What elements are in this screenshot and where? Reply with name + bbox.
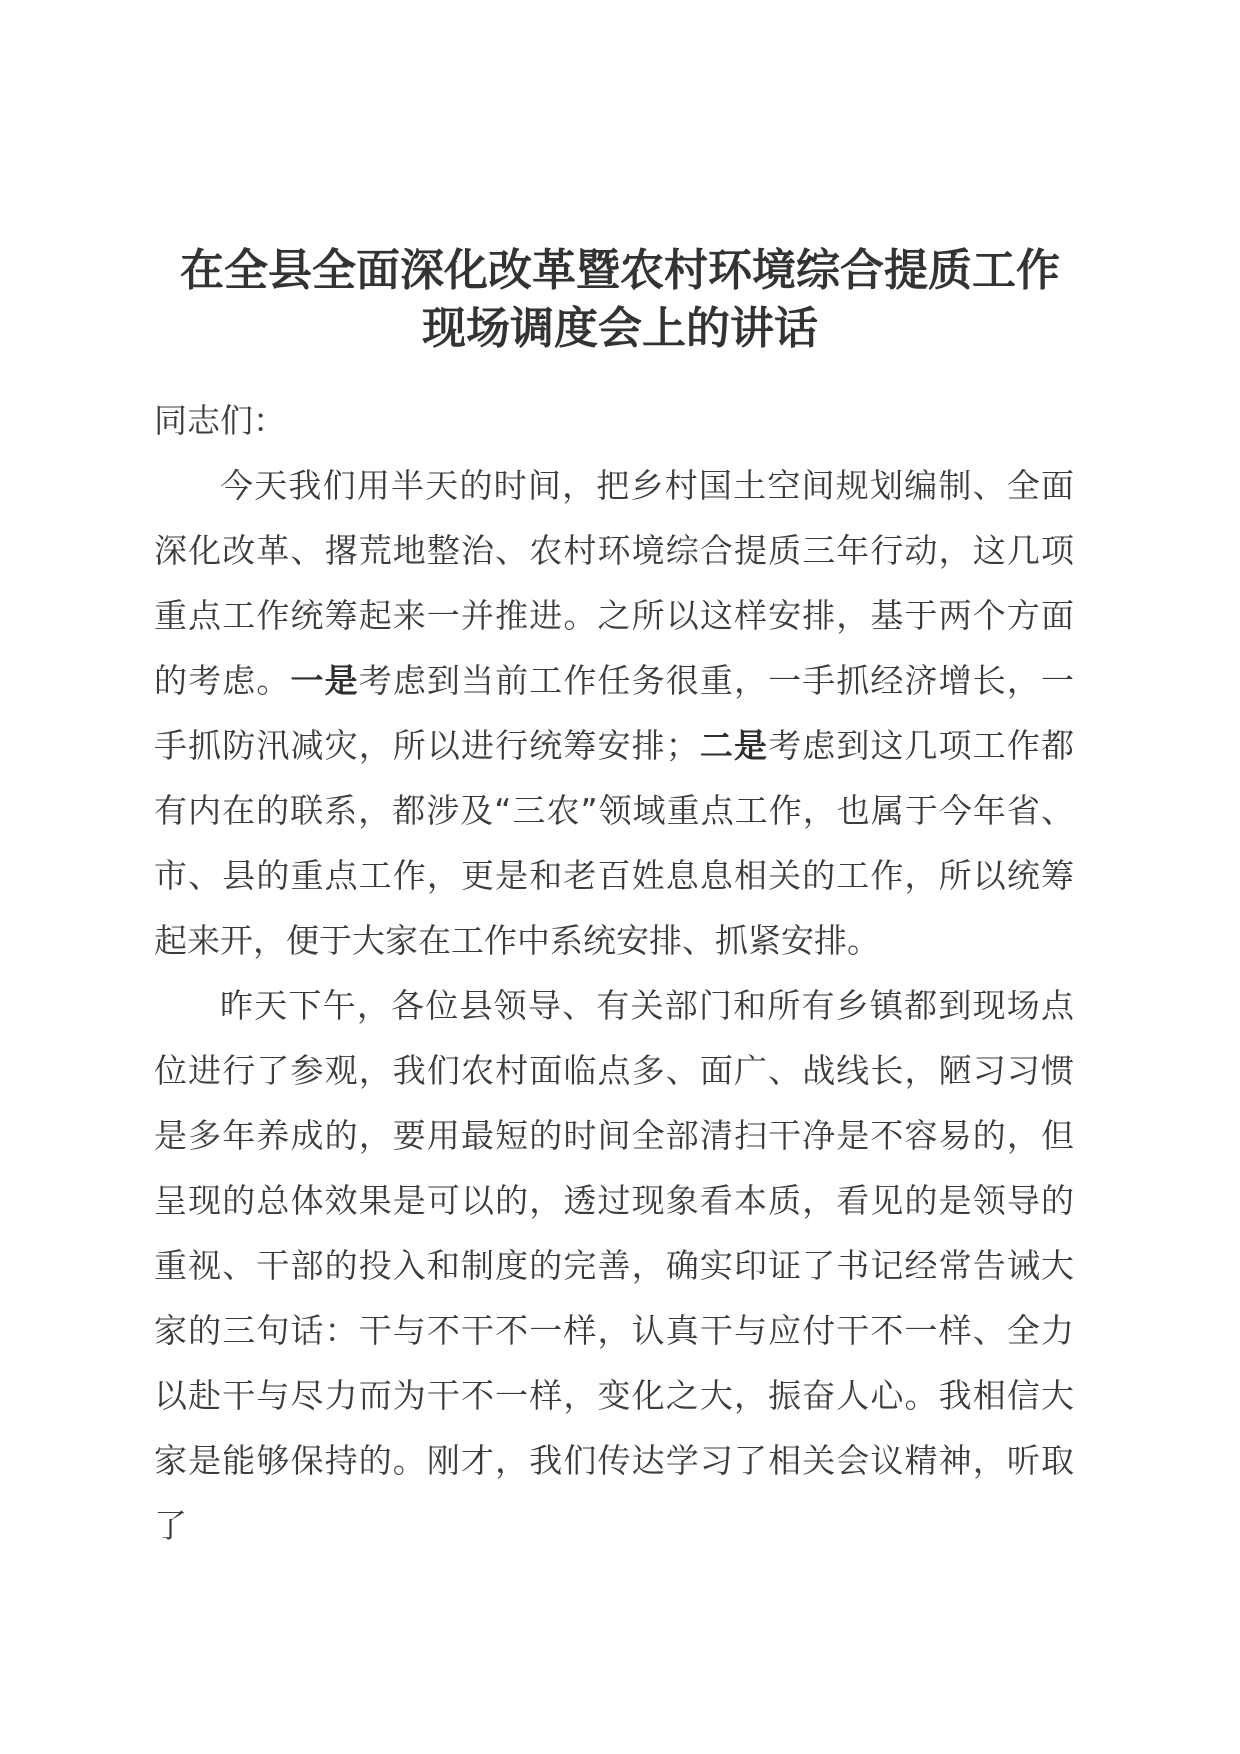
paragraph-2: 昨天下午，各位县领导、有关部门和所有乡镇都到现场点位进行了参观，我们农村面临点多、面广、战线长，陋习习惯是多年养成的，要用最短的时间全部清扫干净是不容易的，但呈现的总体效果是可以的，透过现象看本质，看见的是领导的重视、干部的投入和制度的完善，确实印证了书记经常告诫大家的三句话：干与不干不一样，认真干与应付干不一样、全力以赴干与尽力而为干不一样，变化之大，振奋人心。我相信大家是能够保持的。刚才，我们传达学习了相关会议精神，听取了: [154, 986, 1074, 1545]
document-title: [150, 242, 1090, 358]
salutation: 同志们：: [154, 401, 286, 440]
paragraph-1-text-b: 考虑到当前工作任务很重，一手抓经济增长，一手抓防汛减灾，所以进行统筹安排；: [154, 661, 1075, 765]
paragraph-1-text-a: 今天我们用半天的时间，把乡村国土空间规划编制、全面深化改革、撂荒地整治、农村环境综合提质三年行动，这几项重点工作统筹起来一并推进。之所以这样安排，基于两个方面的考虑。: [154, 466, 1074, 700]
title-line-1: 在全县全面深化改革暨农村环境综合提质工作: [180, 245, 1060, 296]
emphasis-first: 一是: [290, 661, 359, 700]
paragraph-1: [154, 453, 1074, 973]
emphasis-second: 二是: [698, 726, 769, 765]
paragraph-1-text-c: 考虑到这几项工作都有内在的联系，都涉及“三农”领域重点工作，也属于今年省、市、县的重点工作，更是和老百姓息息相关的工作，所以统筹起来开，便于大家在工作中系统安排、抓紧安排。: [154, 726, 1075, 960]
document-body: [154, 388, 1074, 1558]
title-line-2: 现场调度会上的讲话: [422, 303, 818, 354]
